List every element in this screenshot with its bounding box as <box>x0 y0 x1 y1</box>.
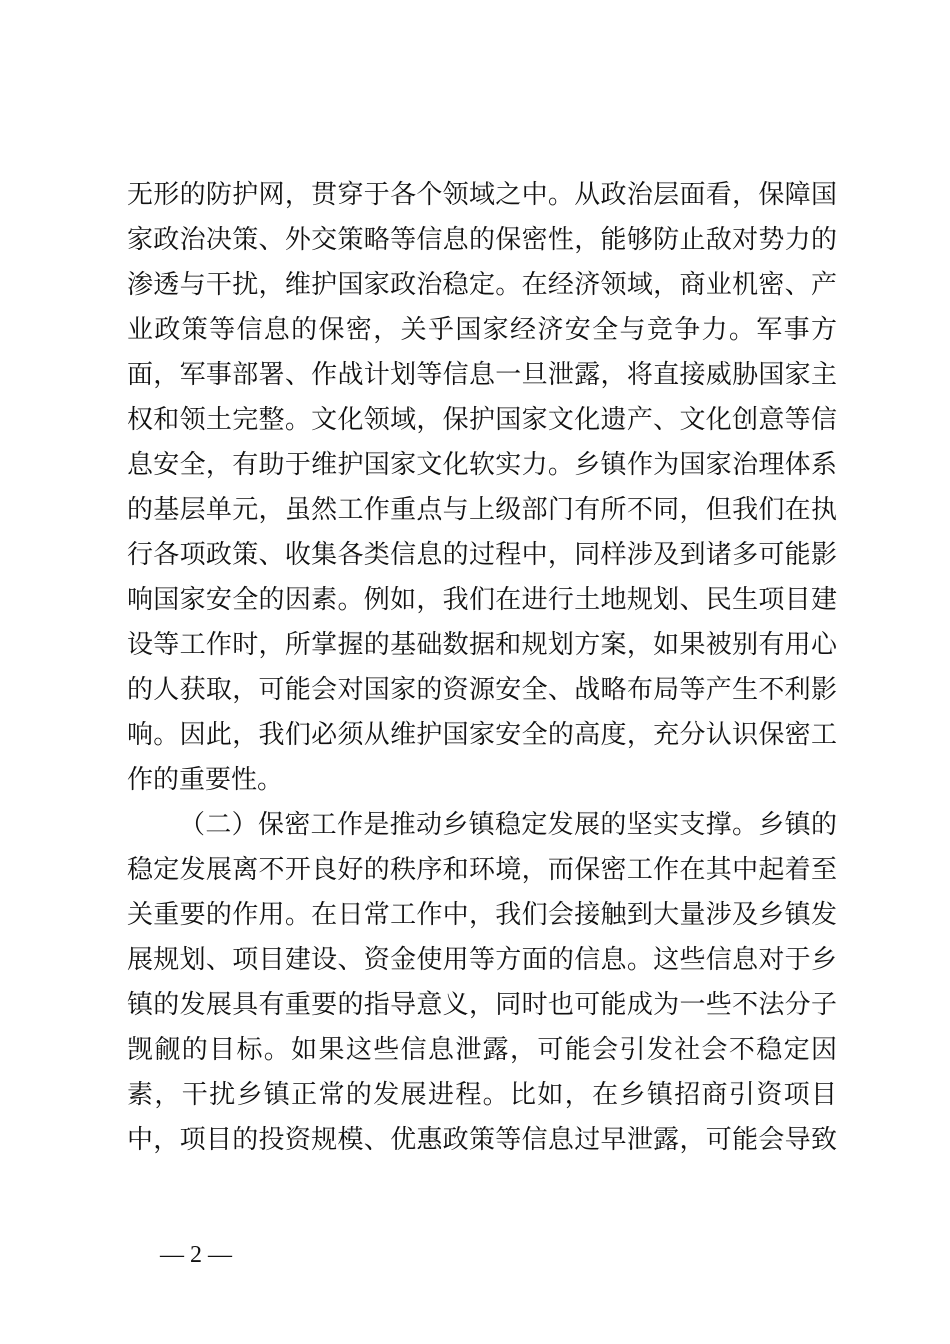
paragraph-1-line-1: 无形的防护网，贯穿于各个领域之中。从政治层面看，保障国 <box>127 180 837 210</box>
paragraph-2-line-4: 展规划、项目建设、资金使用等方面的信息。这些信息对于乡 <box>127 945 837 975</box>
paragraph-2-line-2: 稳定发展离不开良好的秩序和环境，而保密工作在其中起着至 <box>127 855 837 885</box>
paragraph-1-line-8: 的基层单元，虽然工作重点与上级部门有所不同，但我们在执 <box>127 495 837 525</box>
paragraph-1-line-9: 行各项政策、收集各类信息的过程中，同样涉及到诸多可能影 <box>127 540 837 570</box>
paragraph-1-line-2: 家政治决策、外交策略等信息的保密性，能够防止敌对势力的 <box>127 225 837 255</box>
page-number: — 2 — <box>160 1242 232 1268</box>
paragraph-1-line-13: 响。因此，我们必须从维护国家安全的高度，充分认识保密工 <box>127 720 837 750</box>
paragraph-1-line-12: 的人获取，可能会对国家的资源安全、战略布局等产生不利影 <box>127 675 837 705</box>
paragraph-2-line-3: 关重要的作用。在日常工作中，我们会接触到大量涉及乡镇发 <box>127 900 837 930</box>
paragraph-2-line-6: 觊觎的目标。如果这些信息泄露，可能会引发社会不稳定因 <box>127 1035 837 1065</box>
paragraph-1-line-6: 权和领土完整。文化领域，保护国家文化遗产、文化创意等信 <box>127 405 837 435</box>
paragraph-1-line-7: 息安全，有助于维护国家文化软实力。乡镇作为国家治理体系 <box>127 450 837 480</box>
paragraph-1-line-4: 业政策等信息的保密，关乎国家经济安全与竞争力。军事方 <box>127 315 837 345</box>
paragraph-1-line-3: 渗透与干扰，维护国家政治稳定。在经济领域，商业机密、产 <box>127 270 837 300</box>
paragraph-1-line-5: 面，军事部署、作战计划等信息一旦泄露，将直接威胁国家主 <box>127 360 837 390</box>
paragraph-2-line-1: （二）保密工作是推动乡镇稳定发展的坚实支撑。乡镇的 <box>179 810 837 840</box>
paragraph-2-line-5: 镇的发展具有重要的指导意义，同时也可能成为一些不法分子 <box>127 990 837 1020</box>
paragraph-1-line-14: 作的重要性。 <box>127 765 284 795</box>
paragraph-2-line-8: 中，项目的投资规模、优惠政策等信息过早泄露，可能会导致 <box>127 1125 837 1155</box>
paragraph-2-line-7: 素，干扰乡镇正常的发展进程。比如，在乡镇招商引资项目 <box>127 1080 837 1110</box>
paragraph-1-line-11: 设等工作时，所掌握的基础数据和规划方案，如果被别有用心 <box>127 630 837 660</box>
paragraph-1-line-10: 响国家安全的因素。例如，我们在进行土地规划、民生项目建 <box>127 585 837 615</box>
